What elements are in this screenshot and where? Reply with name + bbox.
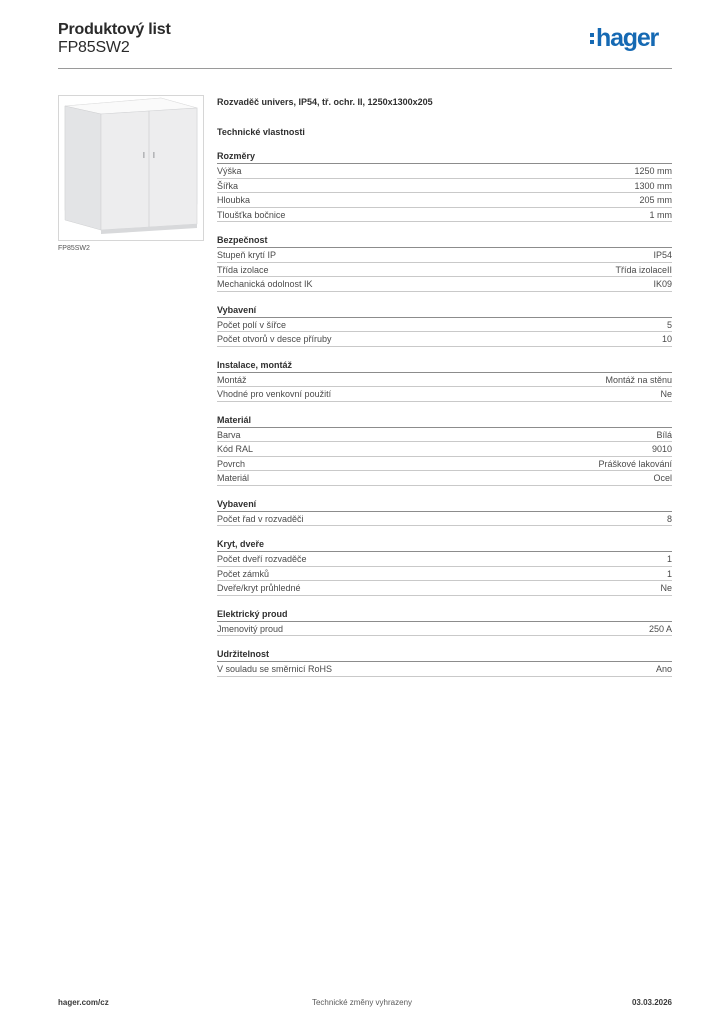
spec-section: [217, 151, 672, 222]
spec-row: [217, 318, 672, 333]
spec-label: Povrch: [217, 458, 246, 469]
header-divider: [58, 68, 672, 69]
spec-section: [217, 415, 672, 486]
spec-value: 5: [666, 319, 672, 330]
spec-row: [217, 164, 672, 179]
spec-label: V souladu se směrnicí RoHS: [217, 664, 333, 674]
spec-row: [217, 457, 672, 472]
spec-row: [217, 332, 672, 347]
spec-content: [217, 96, 672, 677]
spec-value: 1: [666, 554, 672, 564]
spec-label: Jmenovitý proud: [217, 623, 284, 634]
section-title: Vybavení: [217, 499, 672, 512]
product-code: FP85SW2: [58, 39, 130, 56]
spec-section: [217, 235, 672, 292]
spec-value: 8: [666, 513, 672, 524]
spec-row: [217, 208, 672, 223]
hager-logo[interactable]: [590, 26, 658, 51]
spec-value: 1300 mm: [634, 180, 672, 191]
spec-value: 1250 mm: [634, 166, 672, 176]
spec-value: 10: [661, 334, 672, 344]
spec-heading: Technické vlastnosti: [217, 127, 305, 137]
product-image: [58, 95, 204, 241]
spec-row: [217, 179, 672, 194]
spec-label: Montáž: [217, 374, 247, 385]
spec-value: Bílá: [656, 429, 672, 440]
spec-value: Ano: [655, 664, 672, 674]
spec-row: [217, 552, 672, 567]
spec-value: Práškové lakování: [598, 458, 672, 469]
section-title: Vybavení: [217, 305, 672, 318]
spec-value: IK09: [653, 279, 672, 289]
spec-label: Šířka: [217, 180, 239, 191]
spec-row: [217, 581, 672, 596]
section-title: Kryt, dveře: [217, 539, 672, 552]
spec-label: Počet řad v rozvaděči: [217, 513, 304, 524]
spec-row: [217, 442, 672, 457]
spec-row: [217, 277, 672, 292]
spec-section: [217, 609, 672, 637]
spec-label: Počet dveří rozvaděče: [217, 554, 307, 564]
spec-sections: [217, 151, 672, 677]
spec-value: Třída izolaceII: [615, 264, 672, 275]
spec-value: Ne: [660, 583, 672, 593]
spec-row: [217, 373, 672, 388]
spec-label: Počet zámků: [217, 568, 270, 579]
footer-date: 03.03.2026: [631, 998, 672, 1007]
spec-label: Mechanická odolnost IK: [217, 279, 313, 289]
spec-value: 1: [666, 568, 672, 579]
section-title: Rozměry: [217, 151, 672, 164]
spec-value: 205 mm: [639, 195, 672, 205]
spec-label: Vhodné pro venkovní použití: [217, 389, 332, 399]
spec-row: [217, 662, 672, 677]
spec-label: Stupeň krytí IP: [217, 250, 277, 260]
logo-colon-icon: [590, 33, 594, 44]
spec-label: Hloubka: [217, 195, 251, 205]
spec-section: [217, 649, 672, 677]
spec-label: Třída izolace: [217, 264, 269, 275]
spec-label: Materiál: [217, 473, 250, 483]
spec-section: [217, 305, 672, 347]
section-title: Elektrický proud: [217, 609, 672, 622]
enclosure-illustration: [59, 96, 203, 240]
spec-label: Tloušťka bočnice: [217, 209, 286, 220]
section-title: Bezpečnost: [217, 235, 672, 248]
product-title: Rozvaděč univers, IP54, tř. ochr. II, 1250x1300x205: [217, 97, 433, 107]
footer-website[interactable]: hager.com/cz: [58, 998, 109, 1007]
spec-label: Počet polí v šířce: [217, 319, 287, 330]
page-title: Produktový list: [58, 21, 171, 38]
spec-label: Výška: [217, 166, 242, 176]
spec-row: [217, 567, 672, 582]
spec-section: [217, 499, 672, 527]
spec-section: [217, 539, 672, 596]
spec-section: [217, 360, 672, 402]
spec-row: [217, 428, 672, 443]
spec-row: [217, 263, 672, 278]
spec-value: Montáž na stěnu: [605, 374, 672, 385]
spec-label: Barva: [217, 429, 241, 440]
spec-value: 9010: [651, 444, 672, 454]
spec-row: [217, 248, 672, 263]
section-title: Materiál: [217, 415, 672, 428]
spec-value: Ocel: [653, 473, 672, 483]
spec-value: 1 mm: [649, 209, 672, 220]
spec-label: Kód RAL: [217, 444, 254, 454]
spec-label: Počet otvorů v desce příruby: [217, 334, 332, 344]
spec-row: [217, 622, 672, 637]
spec-label: Dveře/kryt průhledné: [217, 583, 301, 593]
spec-value: 250 A: [648, 623, 672, 634]
spec-value: Ne: [660, 389, 672, 399]
spec-row: [217, 387, 672, 402]
spec-row: [217, 193, 672, 208]
footer-notice: Technické změny vyhrazeny: [311, 998, 413, 1007]
spec-value: IP54: [653, 250, 672, 260]
section-title: Instalace, montáž: [217, 360, 672, 373]
image-caption: FP85SW2: [58, 245, 90, 252]
spec-row: [217, 512, 672, 527]
spec-row: [217, 471, 672, 486]
logo-text: hager: [596, 24, 659, 52]
section-title: Udržitelnost: [217, 649, 672, 662]
